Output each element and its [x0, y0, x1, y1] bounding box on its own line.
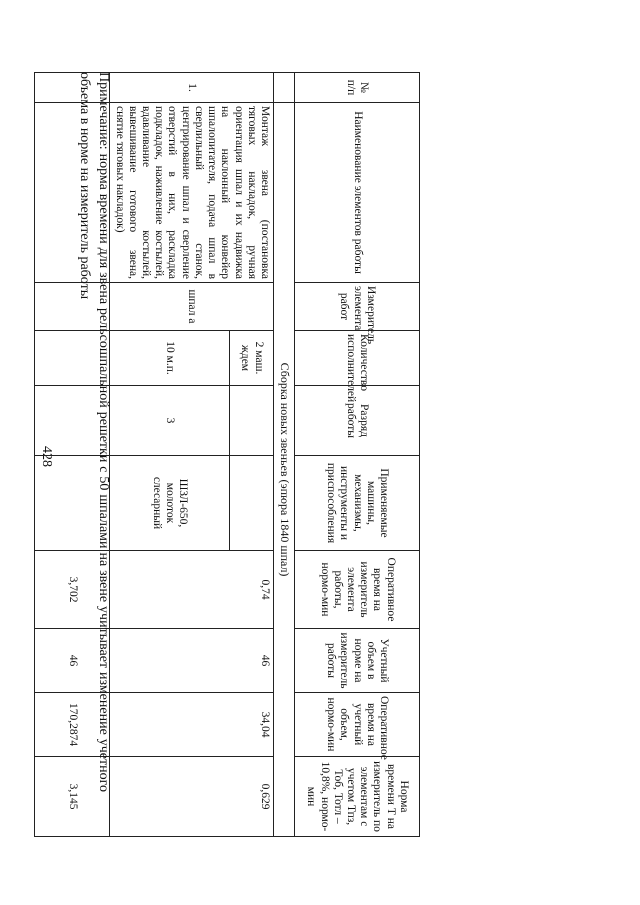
cell-norm-a: 0,629 [110, 757, 274, 837]
cell-op-total-a: 34,04 [110, 693, 274, 757]
cell-workers-a: 2 маш. ждем [229, 331, 273, 386]
col-header-op-time: Оперативное время на измеритель элемента работы, нормо-мин [295, 551, 420, 629]
section-title: Сборка новых звеньев (эпюра 1840 шпал) [274, 103, 295, 837]
cell-op-total-b: 170,2874 [35, 693, 110, 757]
page-number: 428 [39, 446, 54, 467]
col-header-op-total: Оперативное время на учетный объем, нормо-мин [295, 693, 420, 757]
rotated-document [66, 72, 420, 892]
col-header-volume: Учетный объем в норме на измеритель работы [295, 629, 420, 693]
cell-machines: ШЗЛ-650, молоток слесарный [110, 456, 230, 551]
col-header-num: № п/п [295, 73, 420, 103]
section-row [274, 73, 295, 837]
col-header-machines: Применяемые машины, механизмы, инструменты и приспособления [295, 456, 420, 551]
cell-volume-a: 46 [110, 629, 274, 693]
cell-op-time-a: 0,74 [110, 551, 274, 629]
col-header-name: Наименование элементов работы [295, 103, 420, 283]
table-row [229, 73, 273, 837]
header-row [295, 73, 420, 837]
cell-name: Монтаж звена (постановка тяговых накладок, ручная ориентация шпал и их надвижка на наклонный конвейер шпалопитателя, подача шпал в сверлильный станок, центрирование шпал и сверление отверстий в них, раскладка подкладок, наживление костылей, вдавливание костылей, вывешивание готового звена, снятие тяговых накладок) [110, 103, 274, 283]
col-header-norm: Норма времени Т на измеритель по элементам с учетом Тпз, Тоб, Тотл – 10,8%, нормо-мин [295, 757, 420, 837]
note-text: Примечание: норма времени для звена рельсошпальной решетки с 50 шпалами на звене учитывает изменение учетного объема в норме на измеритель работы [77, 72, 111, 792]
col-header-workers: Количество исполнителей [295, 331, 420, 386]
cell-volume-b: 46 [35, 629, 110, 693]
cell-num: 1. [110, 73, 274, 103]
col-header-grade: Разряд работы [295, 386, 420, 456]
cell-op-time-b: 3,702 [35, 551, 110, 629]
cell-unit: шпал а [110, 283, 274, 331]
cell-grade: 3 [110, 386, 230, 456]
cell-norm-b: 3,145 [35, 757, 110, 837]
cell-workers-b: 10 м.п. [110, 331, 230, 386]
col-header-unit: Измеритель элемента работ [295, 283, 420, 331]
